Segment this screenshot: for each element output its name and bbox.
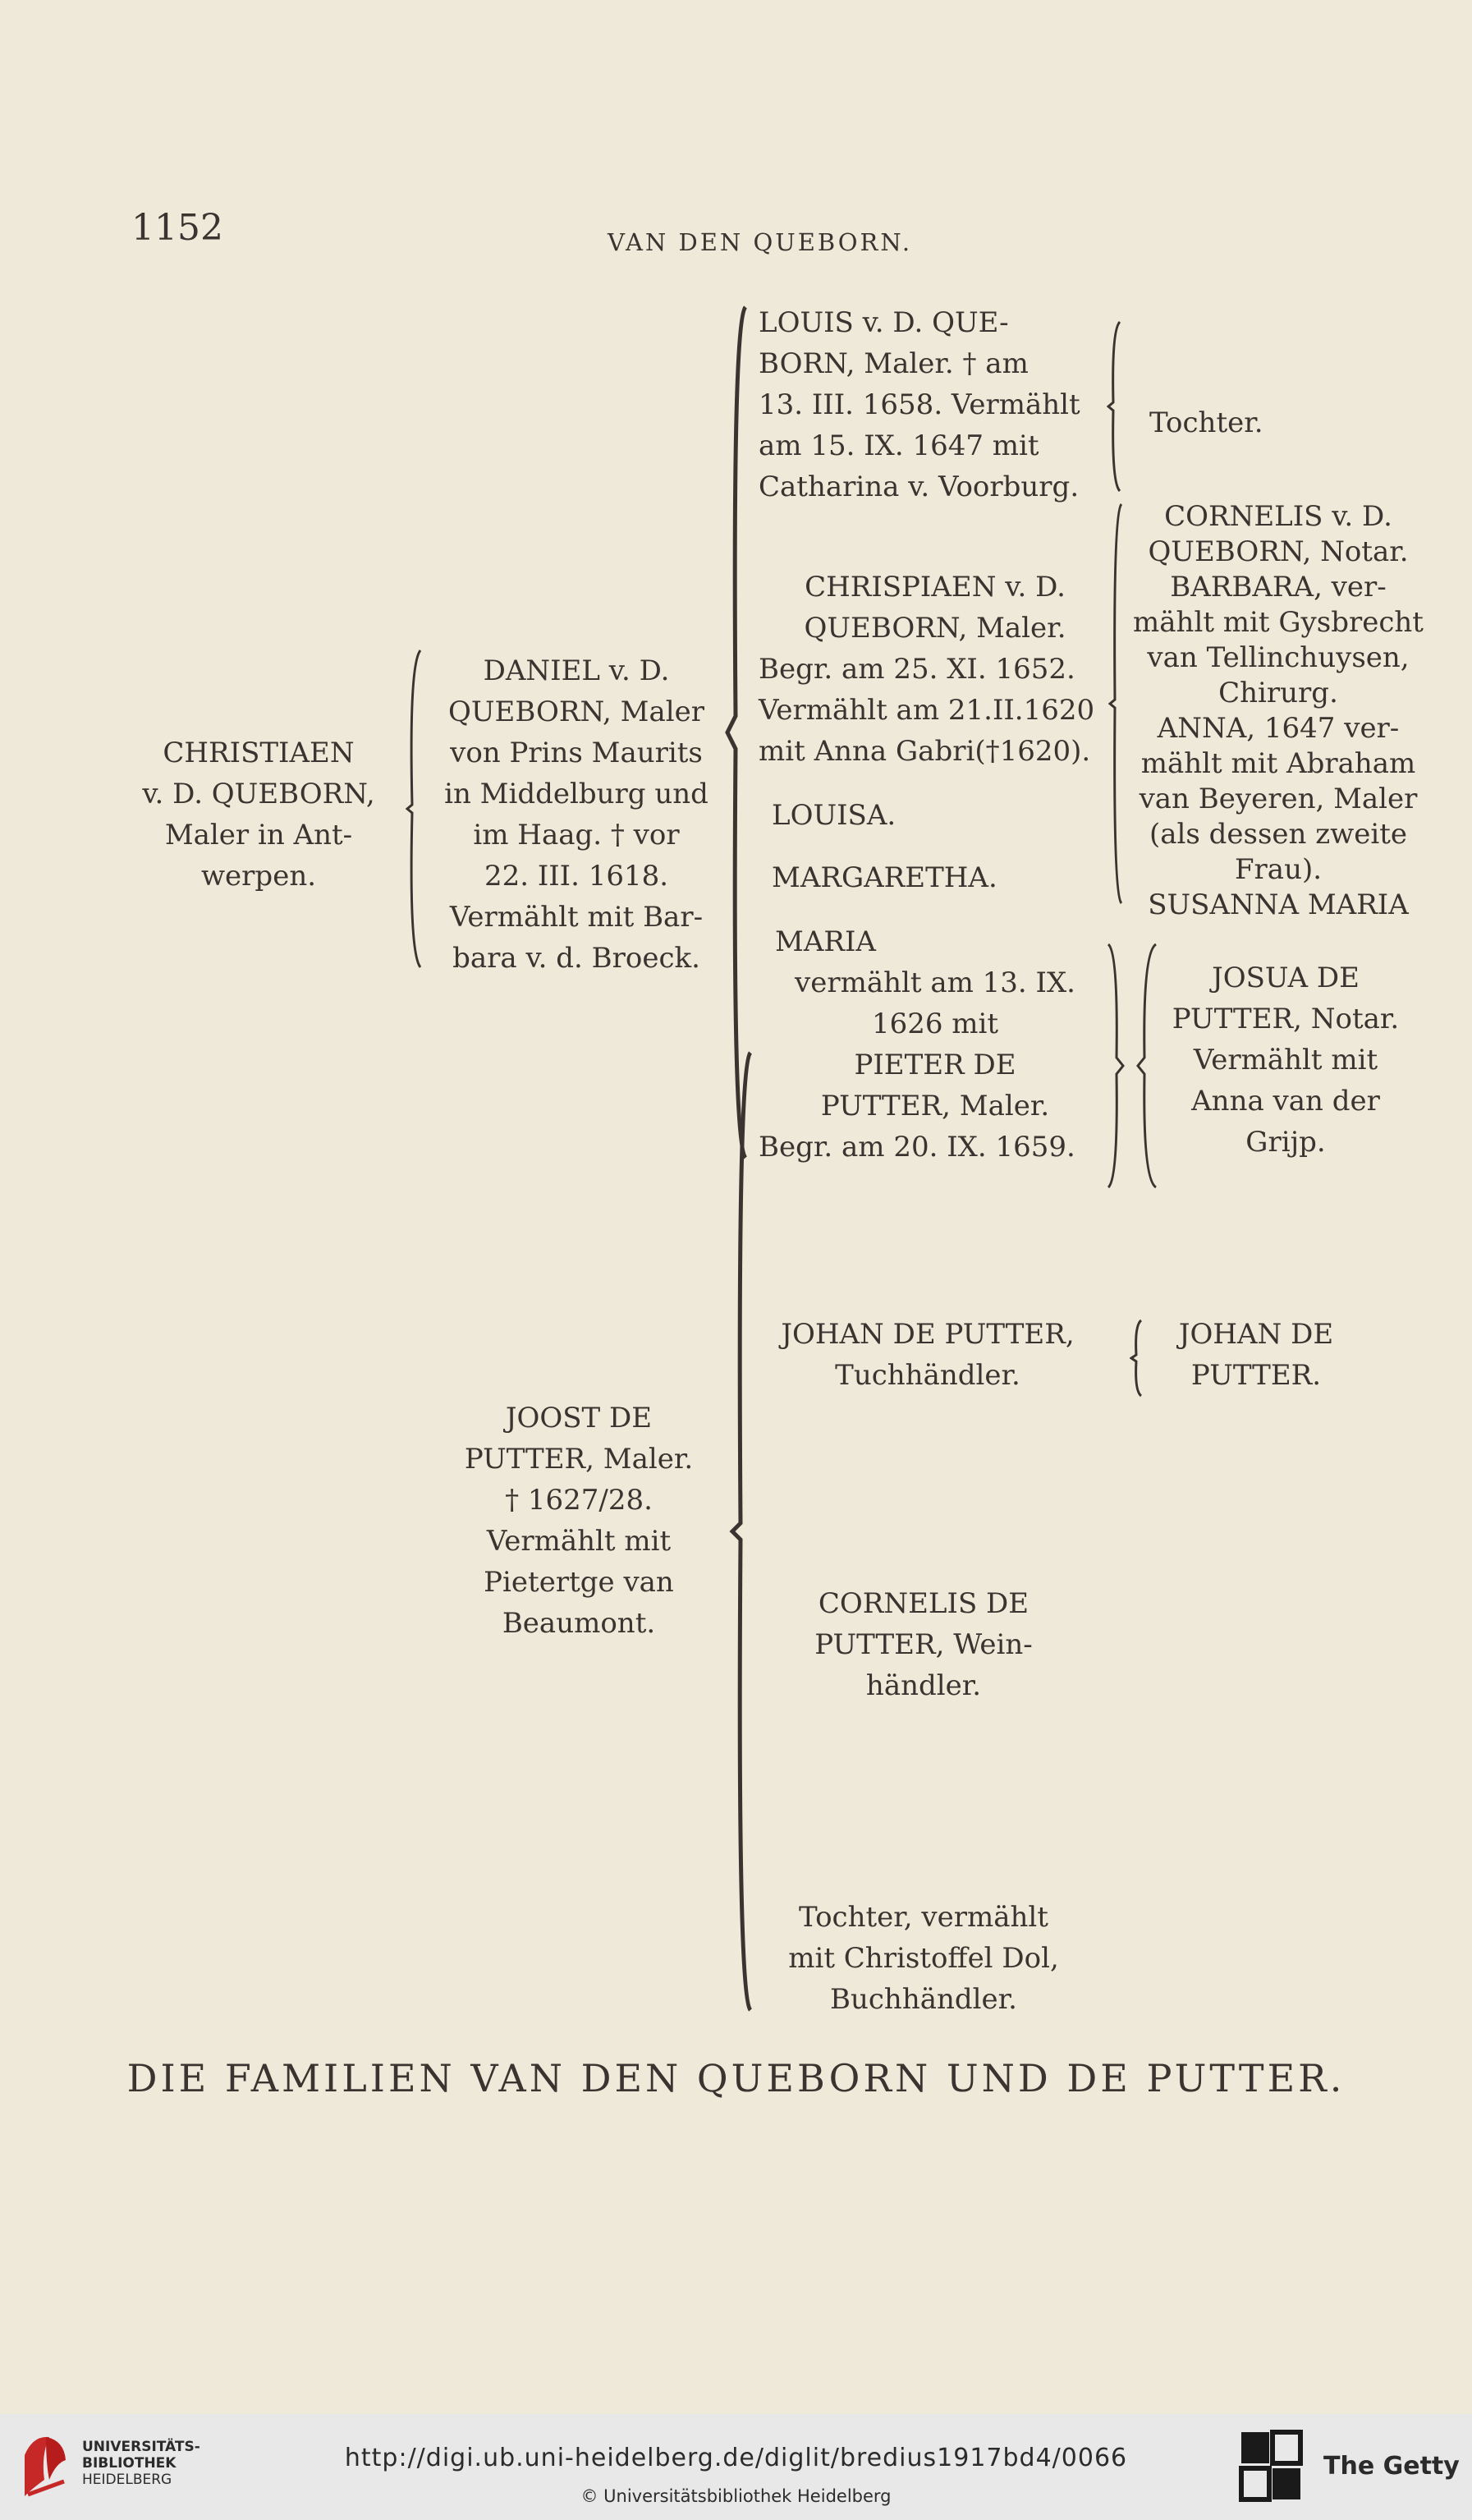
josua-line: Anna van der xyxy=(1191,1085,1380,1118)
christiaen-line: CHRISTIAEN xyxy=(163,737,355,769)
maria-line: PUTTER, Maler. xyxy=(820,1090,1050,1122)
louis-line: LOUIS v. D. QUE- xyxy=(759,306,1009,339)
tochter-dol-entry xyxy=(764,1897,1084,2020)
brace-maria xyxy=(1105,943,1162,1189)
child-line: van Tellinchuysen, xyxy=(1147,641,1410,674)
johan-child-line: JOHAN DE xyxy=(1178,1318,1334,1351)
josua-line: PUTTER, Notar. xyxy=(1172,1003,1400,1035)
child-line: (als dessen zweite xyxy=(1149,818,1408,851)
daniel-line: Vermählt mit Bar- xyxy=(449,901,704,934)
daniel-line: im Haag. † vor xyxy=(473,819,680,851)
getty-name: The Getty xyxy=(1323,2452,1460,2481)
louisa-entry: LOUISA. xyxy=(772,799,896,832)
johan-child-line: PUTTER. xyxy=(1190,1359,1322,1392)
chrispiaen-children xyxy=(1126,499,1430,923)
maria-line: PIETER DE xyxy=(854,1049,1016,1081)
maria-line: MARIA xyxy=(775,925,876,958)
louis-line: BORN, Maler. † am xyxy=(759,347,1029,380)
louis-line: am 15. IX. 1647 mit xyxy=(759,429,1039,462)
chrispiaen-line: CHRISPIAEN v. D. xyxy=(805,571,1066,604)
getty-logo-icon xyxy=(1238,2429,1304,2503)
joost-line: JOOST DE xyxy=(505,1402,653,1434)
child-line: SUSANNA MARIA xyxy=(1148,888,1409,921)
chrispiaen-line: Vermählt am 21.II.1620 xyxy=(759,694,1095,727)
chrispiaen-line: Begr. am 25. XI. 1652. xyxy=(759,653,1075,686)
joost-line: † 1627/28. xyxy=(505,1484,653,1517)
tochter-dol-line: Tochter, vermählt xyxy=(799,1901,1048,1934)
brace-johan xyxy=(1130,1319,1146,1398)
daniel-line: DANIEL v. D. xyxy=(483,654,670,687)
permalink-url[interactable]: http://digi.ub.uni-heidelberg.de/diglit/bredius1917bd4/0066 xyxy=(344,2444,1128,2472)
josua-entry xyxy=(1162,957,1409,1163)
christiaen-line: Maler in Ant- xyxy=(164,819,353,851)
brace-louis xyxy=(1107,320,1125,493)
maria-line: Begr. am 20. IX. 1659. xyxy=(759,1131,1075,1164)
chrispiaen-line: QUEBORN, Maler. xyxy=(804,612,1066,645)
child-line: mählt mit Gysbrecht xyxy=(1133,606,1424,639)
maria-entry xyxy=(759,921,1112,1168)
child-line: mählt mit Abraham xyxy=(1140,747,1416,780)
child-line: BARBARA, ver- xyxy=(1170,571,1387,604)
christiaen-entry xyxy=(115,732,402,897)
christiaen-line: werpen. xyxy=(200,860,317,893)
cornelis-putter-line: CORNELIS DE xyxy=(818,1587,1029,1620)
library-line: UNIVERSITÄTS- xyxy=(82,2439,200,2455)
joost-line: Beaumont. xyxy=(502,1607,656,1640)
child-line: van Beyeren, Maler xyxy=(1139,783,1418,815)
johan-child xyxy=(1149,1314,1363,1396)
daniel-line: QUEBORN, Maler xyxy=(448,695,704,728)
louis-child: Tochter. xyxy=(1149,406,1263,439)
chrispiaen-entry xyxy=(759,567,1112,772)
child-line: CORNELIS v. D. xyxy=(1164,500,1392,533)
brace-chrispiaen xyxy=(1108,503,1126,905)
maria-line: 1626 mit xyxy=(871,1008,999,1040)
tochter-dol-line: mit Christoffel Dol, xyxy=(788,1942,1059,1975)
josua-line: JOSUA DE xyxy=(1212,962,1360,994)
tochter-dol-line: Buchhändler. xyxy=(830,1983,1017,2016)
footer-bar xyxy=(0,2414,1472,2520)
library-line: HEIDELBERG xyxy=(82,2472,172,2488)
brace-daniel xyxy=(724,305,749,1159)
child-line: QUEBORN, Notar. xyxy=(1148,535,1409,568)
maria-line: vermählt am 13. IX. xyxy=(795,966,1075,999)
child-line: ANNA, 1647 ver- xyxy=(1157,712,1400,745)
josua-line: Vermählt mit xyxy=(1193,1044,1378,1076)
cornelis-putter-line: händler. xyxy=(865,1669,982,1702)
louis-entry xyxy=(759,302,1112,507)
margaretha-entry: MARGARETHA. xyxy=(772,861,997,894)
joost-line: PUTTER, Maler. xyxy=(464,1443,694,1476)
cornelis-putter-entry xyxy=(764,1583,1084,1706)
daniel-line: 22. III. 1618. xyxy=(484,860,669,893)
running-head: VAN DEN QUEBORN. xyxy=(608,228,913,256)
daniel-entry xyxy=(420,650,732,979)
daniel-line: von Prins Maurits xyxy=(450,737,703,769)
joost-line: Vermählt mit xyxy=(486,1525,672,1558)
johan-line: JOHAN DE PUTTER, xyxy=(781,1318,1075,1351)
joost-line: Pietertge van xyxy=(484,1566,674,1599)
daniel-line: bara v. d. Broeck. xyxy=(452,942,700,975)
daniel-line: in Middelburg und xyxy=(444,778,708,810)
johan-line: Tuchhändler. xyxy=(835,1359,1020,1392)
chrispiaen-line: mit Anna Gabri(†1620). xyxy=(759,735,1091,768)
joost-entry xyxy=(427,1398,731,1644)
copyright-notice: © Universitätsbibliothek Heidelberg xyxy=(580,2486,892,2506)
josua-line: Grijp. xyxy=(1245,1126,1326,1159)
child-line: Frau). xyxy=(1234,853,1323,886)
child-line: Chirurg. xyxy=(1218,677,1338,709)
louis-line: 13. III. 1658. Vermählt xyxy=(759,388,1080,421)
page-number: 1152 xyxy=(131,207,223,249)
louis-line: Catharina v. Voorburg. xyxy=(759,470,1080,503)
cornelis-putter-line: PUTTER, Wein- xyxy=(814,1628,1033,1661)
library-line: BIBLIOTHEK xyxy=(82,2455,177,2472)
christiaen-line: v. D. QUEBORN, xyxy=(142,778,375,810)
johan-entry xyxy=(747,1314,1108,1396)
brace-joost xyxy=(729,1051,754,2012)
figure-caption: DIE FAMILIEN VAN DEN QUEBORN UND DE PUTTER. xyxy=(126,2056,1346,2100)
